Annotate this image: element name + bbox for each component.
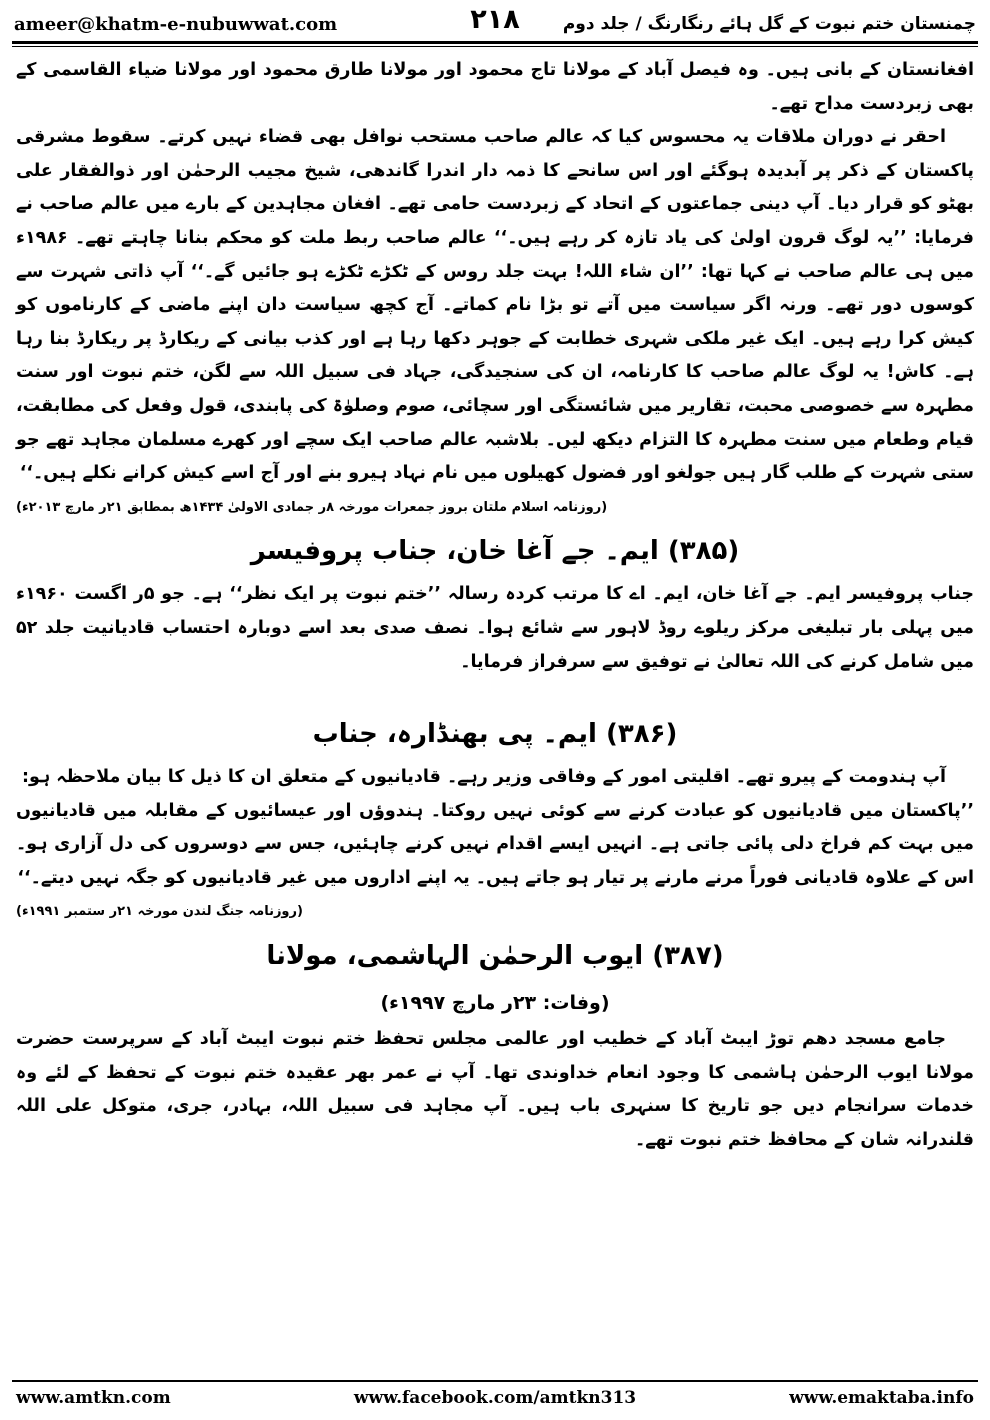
header-email[interactable]: ameer@khatm-e-nubuwwat.com xyxy=(14,14,338,35)
header-rule-thin xyxy=(12,46,978,47)
header-rule xyxy=(12,41,978,44)
page-number: ۲۱۸ xyxy=(470,4,520,35)
page-body xyxy=(16,54,974,1157)
section-heading-385: (۳۸۵) ایم۔ جے آغا خان، جناب پروفیسر xyxy=(250,536,740,567)
section-citation-386: (روزنامہ جنگ لندن مورخہ ۲۱ر ستمبر ۱۹۹۱ء) xyxy=(16,904,303,920)
intro-citation: (روزنامہ اسلام ملتان بروز جمعرات مورخہ ۸ر جمادی الاولیٰ ۱۴۳۴ھ بمطابق ۲۱ر مارچ ۲۰۱۳ء) xyxy=(16,499,608,515)
section-text-385: جناب پروفیسر ایم۔ جے آغا خان، ایم۔ اے کا مرتب کردہ رسالہ ’’ختم نبوت پر ایک نظر‘‘ ہے۔ جو ۵ر اگست ۱۹۶۰ء میں پہلی بار تبلیغی مرکز ریلوے روڈ لاہور سے شائع ہوا۔ نصف صدی بعد اسے دوبارہ احتساب قادیانیت جلد ۵۲ میں شامل کرنے کی اللہ تعالیٰ نے توفیق سے سرفراز فرمایا۔ xyxy=(16,584,974,672)
section-text-387: جامع مسجد دھم توڑ ایبٹ آباد کے خطیب اور عالمی مجلس تحفظ ختم نبوت ایبٹ آباد کے سرپرست حضرت مولانا ایوب الرحمٰن ہاشمی کا وجود انعام خداوندی تھا۔ آپ نے عمر بھر عقیدہ ختم نبوت کے تحفظ کے لئے وہ خدمات سرانجام دیں جو تاریخ کا سنہری باب ہیں۔ آپ مجاہد فی سبیل اللہ، بہادر، جری، متوکل علی اللہ قلندرانہ شان کے محافظ ختم نبوت تھے۔ xyxy=(16,1029,974,1150)
section-spacer xyxy=(16,679,974,707)
section-text-386: آپ ہندومت کے پیرو تھے۔ اقلیتی امور کے وفاقی وزیر رہے۔ قادیانیوں کے متعلق ان کا ذیل کا بیان ملاحظہ ہو: xyxy=(21,767,946,788)
section-heading-387: (۳۸۷) ایوب الرحمٰن الہاشمی، مولانا xyxy=(266,941,724,972)
footer-link-amtkn[interactable]: www.amtkn.com xyxy=(16,1388,171,1408)
section-quote-386: ’’پاکستان میں قادیانیوں کو عبادت کرنے سے کوئی نہیں روکتا۔ ہندوؤں اور عیسائیوں کے مقابلہ میں قادیانیوں میں بہت کم فراخ دلی پائی جاتی ہے۔ انہیں ایسے اقدام نہیں کرنے چاہئیں، جس سے دوسروں کی دل آزاری ہو۔ اس کے علاوہ قادیانی فوراً مرنے مارنے پر تیار ہو جاتے ہیں۔ یہ اپنے اداروں میں غیر قادیانیوں کو جگہ نہیں دیتے۔‘‘ xyxy=(16,800,974,888)
footer-link-facebook[interactable]: www.facebook.com/amtkn313 xyxy=(353,1388,637,1408)
footer-link-emaktaba[interactable]: www.emaktaba.info xyxy=(789,1388,974,1408)
book-title: چمنستان ختم نبوت کے گل ہائے رنگارنگ / جلد دوم xyxy=(562,14,976,34)
page-footer xyxy=(16,1388,974,1412)
intro-paragraph: افغانستان کے بانی ہیں۔ وہ فیصل آباد کے مولانا تاج محمود اور مولانا طارق محمود اور مولانا ضیاء القاسمی کے بھی زبردست مداح تھے۔ xyxy=(16,60,974,114)
footer-rule xyxy=(12,1380,978,1382)
section-dates-387: (وفات: ۲۳ر مارچ ۱۹۹۷ء) xyxy=(380,992,610,1015)
intro-paragraph: احقر نے دوران ملاقات یہ محسوس کیا کہ عالم صاحب مستحب نوافل بھی قضاء نہیں کرتے۔ سقوط مشرقی پاکستان کے ذکر پر آبدیدہ ہوگئے اور اس سانحے کا ذمہ دار اندرا گاندھی، شیخ مجیب الرحمٰن اور ذوالفقار علی بھٹو کو قرار دیا۔ آپ دینی جماعتوں کے اتحاد کے زبردست حامی تھے۔ افغان مجاہدین کے بارے میں عالم صاحب نے فرمایا: ’’یہ لوگ قرون اولیٰ کی یاد تازہ کر رہے ہیں۔‘‘ عالم صاحب ربط ملت کو محکم بنانا چاہتے تھے۔ ۱۹۸۶ء میں ہی عالم صاحب نے کہا تھا: ’’ان شاء اللہ! بہت جلد روس کے ٹکڑے ٹکڑے ہو جائیں گے۔‘‘ آپ ذاتی شہرت سے کوسوں دور تھے۔ ورنہ اگر سیاست میں آتے تو بڑا نام کماتے۔ آج کچھ سیاست دان اپنے ماضی کے کارناموں کو کیش کرا رہے ہیں۔ ایک غیر ملکی شہری خطابت کے جوہر دکھا رہا ہے اور کذب بیانی کے ریکارڈ پر ریکارڈ بنا رہا ہے۔ کاش! یہ لوگ عالم صاحب کا کارنامہ، ان کی سنجیدگی، جہاد فی سبیل اللہ سے لگن، ختم نبوت اور سنت مطہرہ سے خصوصی محبت، تقاریر میں شائستگی اور سچائی، صوم وصلوٰۃ کی پابندی، قول وفعل کی مطابقت، قیام وطعام میں سنت مطہرہ کا التزام دیکھ لیں۔ بلاشبہ عالم صاحب ایک سچے اور کھرے مسلمان مجاہد تھے جو ستی شہرت کے طلب گار ہیں جولغو اور فضول کھیلوں میں نام نہاد ہیرو بنے اور آج اسے کیش کرانے نکلے ہیں۔‘‘ xyxy=(16,127,974,484)
page-header xyxy=(10,4,980,42)
section-heading-386: (۳۸۶) ایم۔ پی بھنڈارہ، جناب xyxy=(312,719,678,750)
